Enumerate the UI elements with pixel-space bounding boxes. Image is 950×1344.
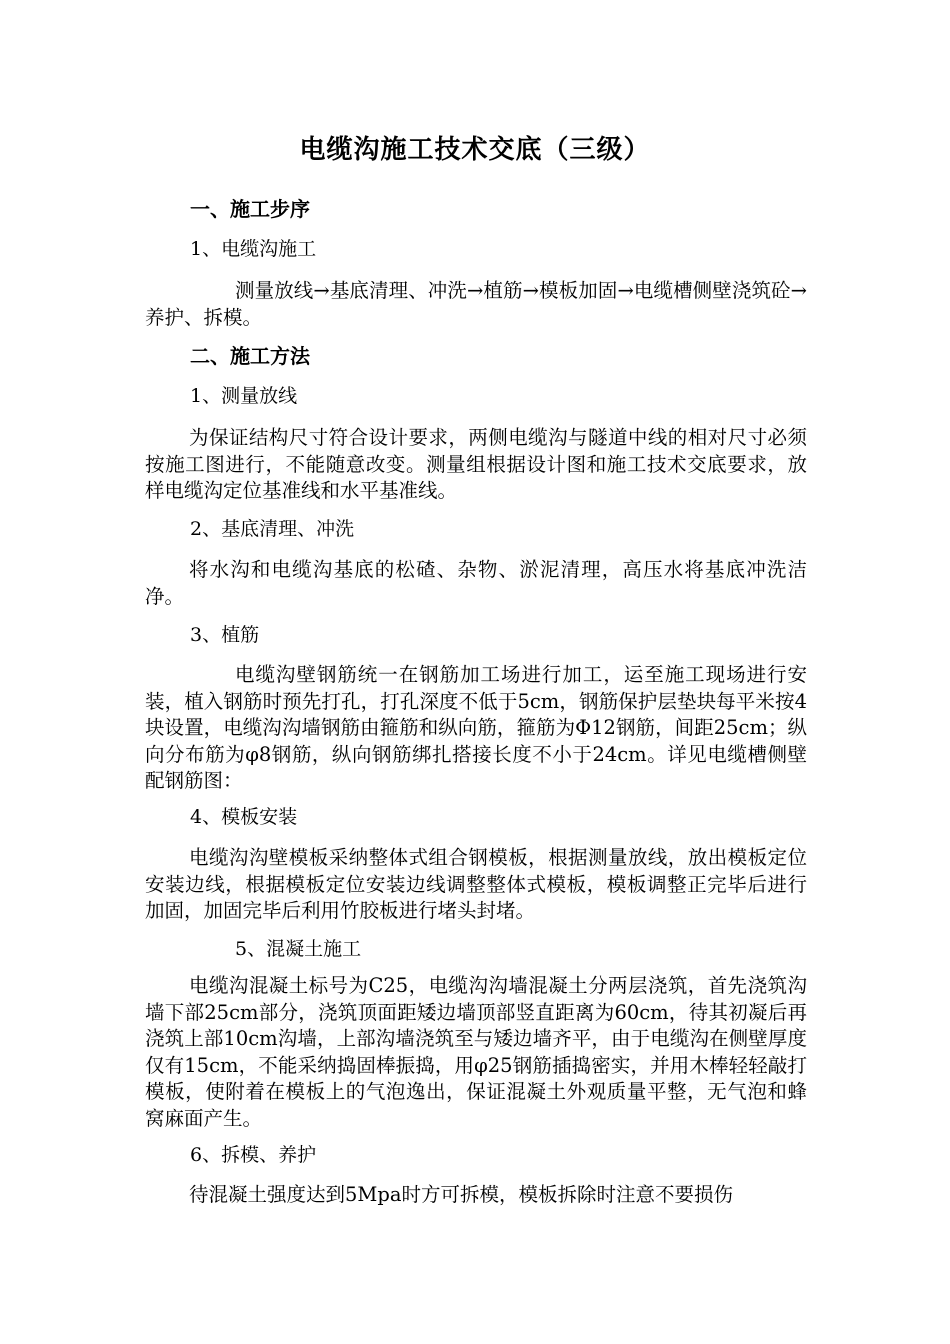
subheading-formwork-removal-curing: 6、拆模、养护 [190,1144,317,1166]
paragraph-survey-layout: 为保证结构尺寸符合设计要求，两侧电缆沟与隧道中线的相对尺寸必须按施工图进行，不能随意改变。测量组根据设计图和施工技术交底要求，放样电缆沟定位基准线和水平基准线。 [145,426,807,502]
section-heading-methods: 二、施工方法 [190,344,310,368]
paragraph-base-cleaning: 将水沟和电缆沟基底的松碴、杂物、淤泥清理，高压水将基底冲洗洁净。 [145,558,807,608]
section-heading-steps: 一、施工步序 [190,197,310,221]
document-title: 电缆沟施工技术交底（三级） [299,135,651,165]
subheading-base-cleaning: 2、基底清理、冲洗 [190,518,355,540]
paragraph-formwork-installation: 电缆沟沟壁模板采纳整体式组合钢模板，根据测量放线，放出模板定位安装边线，根据模板定位安装边线调整整体式模板，模板调整正完毕后进行加固，加固完毕后利用竹胶板进行堵头封堵。 [145,846,807,922]
subheading-survey-layout: 1、测量放线 [190,385,298,407]
paragraph-formwork-removal-curing: 待混凝土强度达到5Mpa时方可拆模，模板拆除时注意不要损伤 [189,1183,733,1206]
subheading-rebar-planting: 3、植筋 [190,624,260,646]
subheading-formwork-installation: 4、模板安装 [190,806,298,828]
paragraph-construction-sequence: 测量放线→基底清理、冲洗→植筋→模板加固→电缆槽侧壁浇筑砼→养护、拆模。 [145,279,807,329]
paragraph-concrete-construction: 电缆沟混凝土标号为C25，电缆沟沟墙混凝土分两层浇筑，首先浇筑沟墙下部25cm部分，浇筑顶面距矮边墙顶部竖直距离为60cm，待其初凝后再浇筑上部10cm沟墙，上部沟墙浇筑至与矮边墙齐平，由于电缆沟在侧壁厚度仅有15cm，不能采纳捣固棒振捣，用φ25钢筋插捣密实，并用木棒轻轻敲打模板，使附着在模板上的气泡逸出，保证混凝土外观质量平整，无气泡和蜂窝麻面产生。 [145,974,807,1130]
subheading-concrete-construction: 5、混凝土施工 [235,938,362,960]
paragraph-rebar-planting: 电缆沟壁钢筋统一在钢筋加工场进行加工，运至施工现场进行安装，植入钢筋时预先打孔，打孔深度不低于5cm，钢筋保护层垫块每平米按4块设置，电缆沟沟墙钢筋由箍筋和纵向筋，箍筋为Φ12钢筋，间距25cm；纵向分布筋为φ8钢筋，纵向钢筋绑扎搭接长度不小于24cm。详见电缆槽侧壁配钢筋图： [145,663,807,792]
subheading-cable-trench-construction: 1、电缆沟施工 [190,238,317,260]
